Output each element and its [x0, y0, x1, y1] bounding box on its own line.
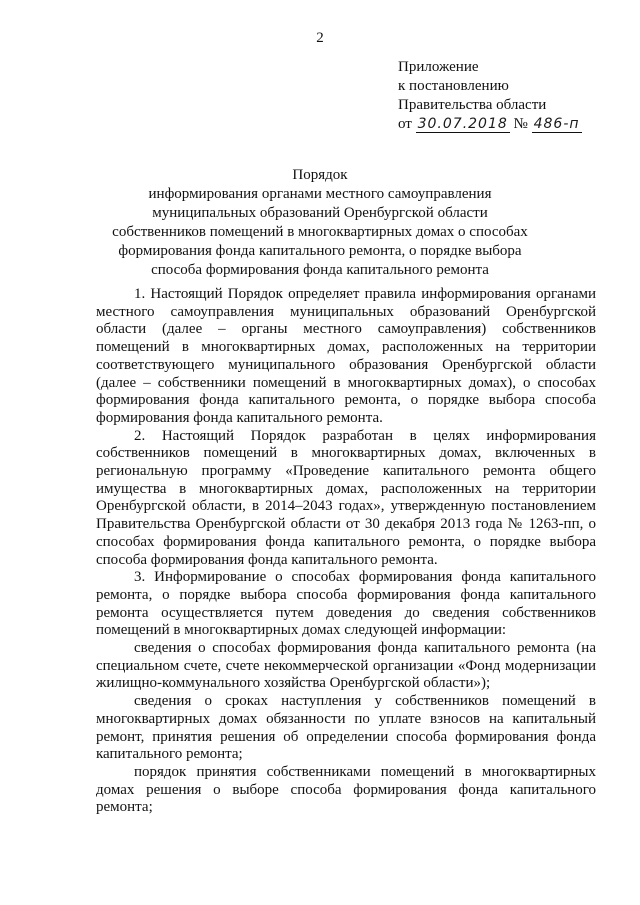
paragraph-6: порядок принятия собственниками помещений в многоквартирных домах решения о выборе способа формирования фонда капитального ремонта; — [96, 763, 596, 816]
paragraph-2: 2. Настоящий Порядок разработан в целях информирования собственников помещений в многоквартирных домах, включенных в региональную программу «Проведение капитального ремонта общего имущества в многоквартирных домах, расположенных на территории Оренбургской области, в 2014–2043 годах», утвержденную постановлением Правительства Оренбургской области от 30 декабря 2013 года № 1263-пп, о способах формирования фонда капитального ремонта, о порядке выбора способа формирования фонда капитального ремонта. — [96, 427, 596, 568]
handwritten-number: 486-п — [533, 116, 580, 132]
paragraph-1: 1. Настоящий Порядок определяет правила информирования органами местного самоуправления муниципальных образований Оренбургской области (далее – органы местного самоуправления) собственников помещений в многоквартирных домах, расположенных на территории соответствующего муниципального образования Оренбургской области (далее – собственники помещений в многоквартирных домах), о способах формирования фонда капитального ремонта, о порядке выбора способа формирования фонда капитального ремонта. — [96, 286, 596, 426]
paragraph-5: сведения о сроках наступления у собственников помещений в многоквартирных домах обязанности по уплате взносов на капитальный ремонт, принятия решения об определении способа формирования фонда капитального ремонта; — [96, 693, 596, 763]
appendix-line-1: Приложение — [398, 59, 479, 75]
appendix-line-2: к постановлению — [398, 78, 509, 94]
document-title — [105, 166, 535, 280]
handwritten-date: 30.07.2018 — [417, 116, 508, 132]
title-subtitle: информирования органами местного самоуправления муниципальных образований Оренбургской области собственников помещений в многоквартирных домах о способах формирования фонда капитального ремонта, о порядке выбора способа формирования фонда капитального ремонта — [112, 186, 528, 278]
appendix-line-3: Правительства области — [398, 97, 547, 113]
document-body — [96, 286, 596, 817]
date-prefix: от — [398, 116, 412, 132]
title-heading: Порядок — [292, 167, 348, 183]
number-sign: № — [513, 116, 528, 132]
paragraph-4: сведения о способах формирования фонда капитального ремонта (на специальном счете, счете некоммерческой организации «Фонд модернизации жилищно-коммунального хозяйства Оренбургской области»); — [96, 640, 596, 692]
page-number: 2 — [316, 30, 324, 46]
paragraph-3: 3. Информирование о способах формирования фонда капитального ремонта, о порядке выбора способа формирования фонда капитального ремонта осуществляется путем доведения до сведения собственников помещений в многоквартирных домах следующей информации: — [96, 569, 596, 639]
appendix-block — [398, 58, 582, 134]
appendix-date-line — [398, 115, 582, 134]
